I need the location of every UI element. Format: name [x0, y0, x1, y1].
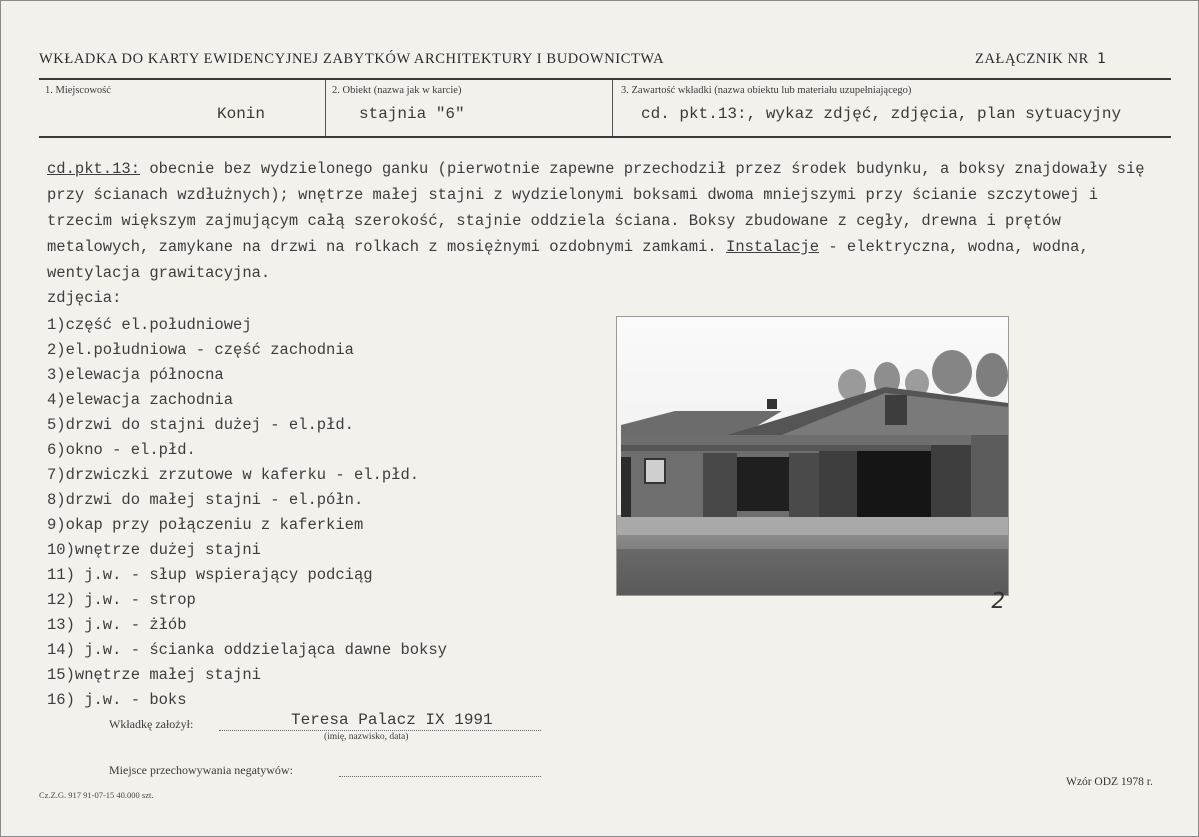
list-item: 15)wnętrze małej stajni	[47, 666, 261, 684]
object-value: stajnia "6"	[359, 105, 465, 123]
annex-label	[975, 51, 1107, 68]
list-item: 10)wnętrze dużej stajni	[47, 541, 261, 559]
locality-label: 1. Miejscowość	[45, 85, 111, 96]
form-reference: Wzór ODZ 1978 r.	[1066, 776, 1153, 788]
photos-heading: zdjęcia:	[47, 289, 122, 307]
author-line	[219, 730, 541, 731]
description-text-1: obecnie bez wydzielonego ganku (pierwotnie zapewne przechodził przez środek budynku, a boksy znajdowały się przy ścianach wzdłużnych); wnętrze małej stajni z wydzielonymi boksami dwoma mniejszymi przy ścianie szczytowej i trzecim większym zajmującym całą szerokość, stajnie oddziela ściana. Boksy zbudowane z cegły, drewna i prętów metalowych, zamykane na drzwi na rolkach z mosiężnymi ozdobnymi zamkami.	[47, 160, 1145, 256]
list-item: 8)drzwi do małej stajni - el.półn.	[47, 491, 364, 509]
list-item: 16) j.w. - boks	[47, 691, 187, 709]
negatives-label: Miejsce przechowywania negatywów:	[109, 763, 293, 777]
field-divider-1	[325, 80, 326, 136]
description-text-2: - elektryczna, wodna, wodna, wentylacja grawitacyjna.	[47, 238, 1089, 282]
annex-number: 1	[1097, 51, 1107, 67]
list-item: 12) j.w. - strop	[47, 591, 196, 609]
list-item: 13) j.w. - żłób	[47, 616, 187, 634]
print-code: Cz.Z.G. 917 91-07-15 40.000 szt.	[39, 790, 154, 800]
list-item: 7)drzwiczki zrzutowe w kaferku - el.płd.	[47, 466, 420, 484]
list-item: 11) j.w. - słup wspierający podciąg	[47, 566, 373, 584]
stable-photo	[616, 316, 1009, 596]
installations-heading: Instalacje	[726, 238, 820, 256]
photo-list	[47, 313, 447, 713]
author-label: Wkładkę założył:	[109, 717, 194, 731]
content-label: 3. Zawartość wkładki (nazwa obiektu lub materiału uzupełniającego)	[621, 85, 912, 96]
form-title: WKŁADKA DO KARTY EWIDENCYJNEJ ZABYTKÓW ARCHITEKTURY I BUDOWNICTWA	[39, 51, 665, 67]
locality-value: Konin	[217, 105, 266, 123]
list-item: 5)drzwi do stajni dużej - el.płd.	[47, 416, 354, 434]
field-divider-2	[612, 80, 613, 136]
list-item: 1)część el.południowej	[47, 316, 252, 334]
list-item: 9)okap przy połączeniu z kaferkiem	[47, 516, 364, 534]
section-reference: cd.pkt.13:	[47, 160, 141, 178]
header-rule-bottom	[39, 136, 1171, 138]
content-value: cd. pkt.13:, wykaz zdjęć, zdjęcia, plan sytuacyjny	[641, 105, 1122, 123]
list-item: 6)okno - el.płd.	[47, 441, 196, 459]
object-label: 2. Obiekt (nazwa jak w karcie)	[332, 85, 462, 96]
list-item: 4)elewacja zachodnia	[47, 391, 234, 409]
list-item: 2)el.południowa - część zachodnia	[47, 341, 354, 359]
photo-number: 2	[988, 589, 1008, 614]
author-caption: (imię, nazwisko, data)	[324, 732, 409, 742]
description-paragraph	[47, 156, 1171, 286]
annex-text: ZAŁĄCZNIK NR	[975, 51, 1089, 67]
negatives-line	[339, 776, 541, 777]
list-item: 3)elewacja północna	[47, 366, 224, 384]
header-rule-top	[39, 78, 1171, 80]
author-value: Teresa Palacz IX 1991	[291, 711, 493, 729]
list-item: 14) j.w. - ścianka oddzielająca dawne boksy	[47, 641, 447, 659]
stable-photo-image	[617, 317, 1008, 595]
